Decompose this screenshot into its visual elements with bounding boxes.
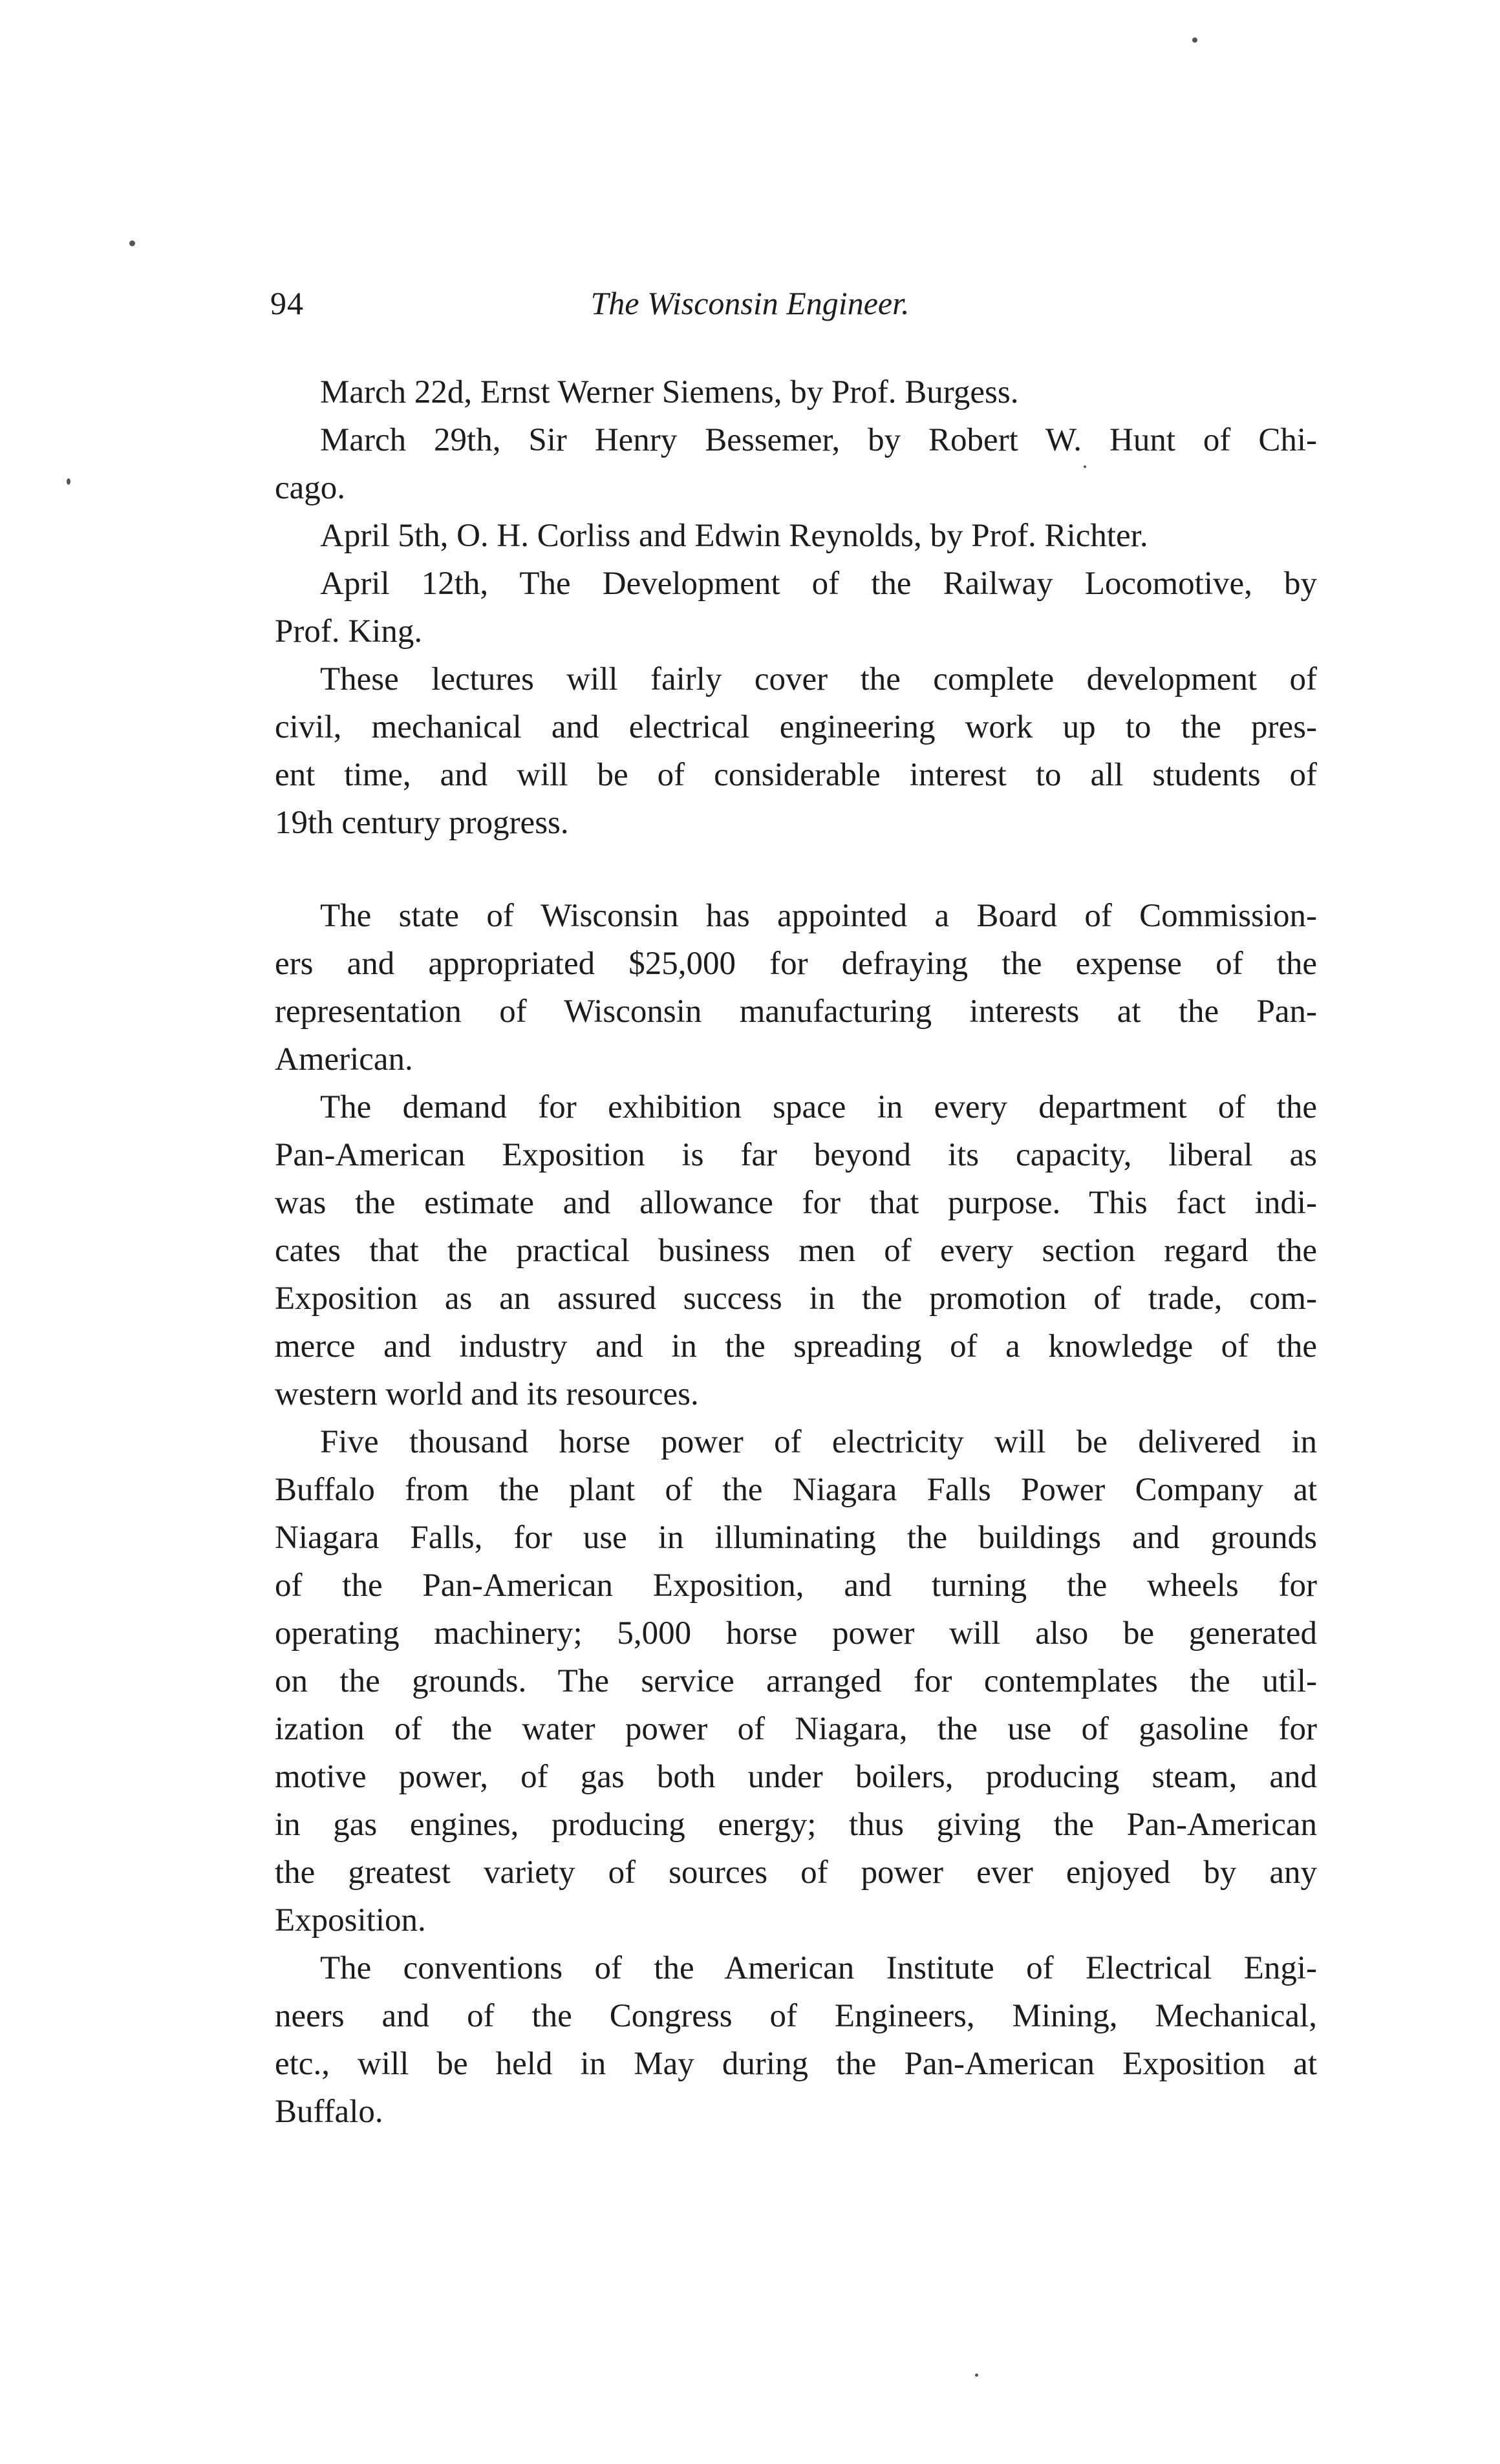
scan-speck <box>1084 465 1086 468</box>
text-line: The conventions of the American Institute of Electrical Engi- <box>320 1950 1317 1986</box>
text-line: Buffalo. <box>275 2094 383 2130</box>
text-line: ent time, and will be of considerable interest to all students of <box>275 757 1317 793</box>
scan-speck <box>67 478 70 485</box>
lecture-summary-paragraph <box>275 655 1317 847</box>
exposition-paragraph <box>275 1944 1317 2136</box>
text-line: was the estimate and allowance for that purpose. This fact indi- <box>275 1185 1317 1221</box>
text-line: Exposition. <box>275 1902 426 1938</box>
text-line: western world and its resources. <box>275 1376 699 1412</box>
text-line: ers and appropriated $25,000 for defraying the expense of the <box>275 946 1317 982</box>
text-line: cago. <box>275 470 346 506</box>
scan-speck <box>1192 37 1197 43</box>
text-line: 19th century progress. <box>275 805 569 841</box>
text-line: March 29th, Sir Henry Bessemer, by Robert W. Hunt of Chi- <box>320 422 1317 458</box>
section-gap <box>275 847 1317 892</box>
text-line: the greatest variety of sources of power ever enjoyed by any <box>275 1854 1317 1891</box>
scan-speck <box>129 240 135 246</box>
text-line: April 5th, O. H. Corliss and Edwin Reynolds, by Prof. Richter. <box>320 518 1148 554</box>
article-body <box>275 368 1317 2136</box>
page-number: 94 <box>270 285 304 321</box>
text-line: representation of Wisconsin manufacturing interests at the Pan- <box>275 993 1317 1030</box>
text-line: neers and of the Congress of Engineers, Mining, Mechanical, <box>275 1998 1317 2034</box>
text-line: Prof. King. <box>275 613 423 650</box>
text-line: in gas engines, producing energy; thus giving the Pan-American <box>275 1807 1317 1843</box>
exposition-paragraph <box>275 1418 1317 1944</box>
text-line: civil, mechanical and electrical engineering work up to the pres- <box>275 709 1317 745</box>
text-line: etc., will be held in May during the Pan-American Exposition at <box>275 2046 1317 2082</box>
text-line: ization of the water power of Niagara, the use of gasoline for <box>275 1711 1317 1747</box>
text-line: March 22d, Ernst Werner Siemens, by Prof. Burgess. <box>320 374 1019 410</box>
text-line: on the grounds. The service arranged for contemplates the util- <box>275 1663 1317 1699</box>
text-line: cates that the practical business men of every section regard the <box>275 1233 1317 1269</box>
running-title: The Wisconsin Engineer. <box>590 285 910 321</box>
text-line: The demand for exhibition space in every department of the <box>320 1089 1317 1125</box>
text-line: merce and industry and in the spreading of a knowledge of the <box>275 1328 1317 1365</box>
text-line: Buffalo from the plant of the Niagara Falls Power Company at <box>275 1472 1317 1508</box>
lecture-paragraph <box>275 416 1317 512</box>
scan-speck <box>975 2374 978 2377</box>
text-line: These lectures will fairly cover the complete development of <box>320 661 1317 697</box>
text-line: of the Pan-American Exposition, and turning the wheels for <box>275 1567 1317 1604</box>
exposition-paragraph <box>275 892 1317 1083</box>
text-line: operating machinery; 5,000 horse power will also be generated <box>275 1615 1317 1652</box>
text-line: Pan-American Exposition is far beyond its capacity, liberal as <box>275 1137 1317 1173</box>
text-line: Niagara Falls, for use in illuminating the buildings and grounds <box>275 1520 1317 1556</box>
text-line: Exposition as an assured success in the promotion of trade, com- <box>275 1280 1317 1317</box>
text-line: motive power, of gas both under boilers, producing steam, and <box>275 1759 1317 1795</box>
text-line: Five thousand horse power of electricity will be delivered in <box>320 1424 1317 1460</box>
text-line: April 12th, The Development of the Railway Locomotive, by <box>320 566 1317 602</box>
text-line: American. <box>275 1041 413 1078</box>
exposition-paragraph <box>275 1083 1317 1418</box>
text-line: The state of Wisconsin has appointed a Board of Commission- <box>320 898 1317 934</box>
lecture-paragraph <box>275 512 1317 560</box>
lecture-paragraph <box>275 368 1317 416</box>
lecture-paragraph <box>275 560 1317 655</box>
